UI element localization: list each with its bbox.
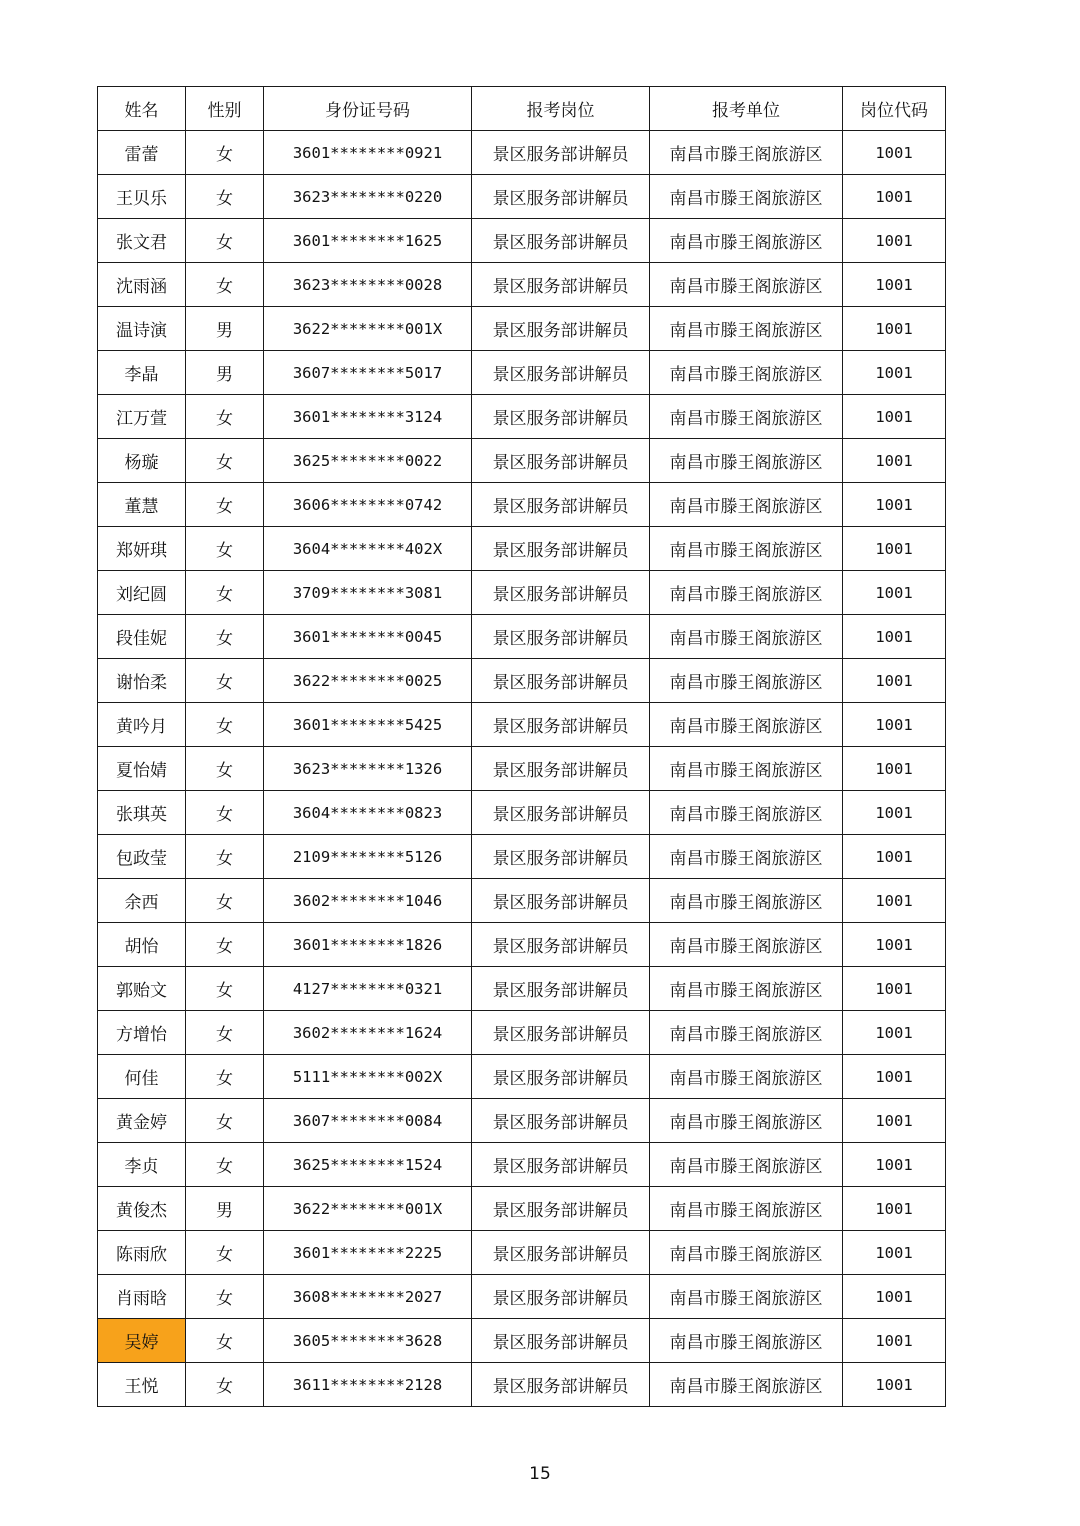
cell-position-code: 1001: [843, 1363, 946, 1407]
cell-unit: 南昌市滕王阁旅游区: [650, 527, 843, 571]
cell-gender: 女: [186, 571, 264, 615]
table-row: [98, 219, 946, 263]
cell-unit: 南昌市滕王阁旅游区: [650, 879, 843, 923]
cell-name: 肖雨晗: [98, 1275, 186, 1319]
cell-name: 余西: [98, 879, 186, 923]
table-row: [98, 439, 946, 483]
cell-gender: 女: [186, 1319, 264, 1363]
table-row: [98, 615, 946, 659]
table-row: [98, 263, 946, 307]
header-name: 姓名: [98, 87, 186, 131]
cell-position-code: 1001: [843, 967, 946, 1011]
cell-unit: 南昌市滕王阁旅游区: [650, 1363, 843, 1407]
cell-name: 董慧: [98, 483, 186, 527]
cell-position: 景区服务部讲解员: [472, 835, 650, 879]
cell-gender: 女: [186, 483, 264, 527]
cell-position: 景区服务部讲解员: [472, 703, 650, 747]
cell-id-number: 3622********001X: [264, 307, 472, 351]
cell-id-number: 3605********3628: [264, 1319, 472, 1363]
cell-unit: 南昌市滕王阁旅游区: [650, 1011, 843, 1055]
cell-id-number: 2109********5126: [264, 835, 472, 879]
cell-name: 黄吟月: [98, 703, 186, 747]
cell-position: 景区服务部讲解员: [472, 439, 650, 483]
cell-position-code: 1001: [843, 1143, 946, 1187]
cell-position-code: 1001: [843, 923, 946, 967]
table-row: [98, 1363, 946, 1407]
cell-position-code: 1001: [843, 131, 946, 175]
table-row: [98, 835, 946, 879]
cell-position-code: 1001: [843, 835, 946, 879]
cell-position-code: 1001: [843, 483, 946, 527]
cell-position: 景区服务部讲解员: [472, 1143, 650, 1187]
cell-position-code: 1001: [843, 615, 946, 659]
table-row: [98, 879, 946, 923]
cell-gender: 女: [186, 1363, 264, 1407]
cell-position: 景区服务部讲解员: [472, 615, 650, 659]
table-body: [98, 131, 946, 1407]
cell-name: 包政莹: [98, 835, 186, 879]
cell-unit: 南昌市滕王阁旅游区: [650, 1143, 843, 1187]
cell-position-code: 1001: [843, 659, 946, 703]
cell-position-code: 1001: [843, 439, 946, 483]
cell-position-code: 1001: [843, 571, 946, 615]
cell-unit: 南昌市滕王阁旅游区: [650, 967, 843, 1011]
cell-position: 景区服务部讲解员: [472, 1099, 650, 1143]
cell-id-number: 3622********001X: [264, 1187, 472, 1231]
cell-id-number: 3625********1524: [264, 1143, 472, 1187]
table-row: [98, 1275, 946, 1319]
cell-gender: 女: [186, 175, 264, 219]
cell-gender: 女: [186, 1011, 264, 1055]
cell-unit: 南昌市滕王阁旅游区: [650, 1319, 843, 1363]
header-position-code: 岗位代码: [843, 87, 946, 131]
cell-gender: 女: [186, 1231, 264, 1275]
cell-id-number: 3622********0025: [264, 659, 472, 703]
cell-id-number: 3601********1826: [264, 923, 472, 967]
cell-gender: 男: [186, 307, 264, 351]
cell-position: 景区服务部讲解员: [472, 175, 650, 219]
cell-position: 景区服务部讲解员: [472, 307, 650, 351]
cell-id-number: 3601********0921: [264, 131, 472, 175]
table-row: [98, 131, 946, 175]
cell-unit: 南昌市滕王阁旅游区: [650, 615, 843, 659]
cell-name: 段佳妮: [98, 615, 186, 659]
cell-position: 景区服务部讲解员: [472, 1363, 650, 1407]
table-row: [98, 1231, 946, 1275]
cell-position-code: 1001: [843, 307, 946, 351]
table-row: [98, 1099, 946, 1143]
cell-unit: 南昌市滕王阁旅游区: [650, 835, 843, 879]
cell-id-number: 3602********1624: [264, 1011, 472, 1055]
cell-gender: 女: [186, 1143, 264, 1187]
header-position: 报考岗位: [472, 87, 650, 131]
cell-name: 郭贻文: [98, 967, 186, 1011]
cell-unit: 南昌市滕王阁旅游区: [650, 263, 843, 307]
cell-id-number: 3601********5425: [264, 703, 472, 747]
cell-unit: 南昌市滕王阁旅游区: [650, 483, 843, 527]
cell-id-number: 3601********2225: [264, 1231, 472, 1275]
cell-name: 陈雨欣: [98, 1231, 186, 1275]
cell-name: 张文君: [98, 219, 186, 263]
cell-position: 景区服务部讲解员: [472, 1231, 650, 1275]
cell-gender: 女: [186, 615, 264, 659]
table-row: [98, 1011, 946, 1055]
cell-id-number: 3611********2128: [264, 1363, 472, 1407]
cell-position: 景区服务部讲解员: [472, 923, 650, 967]
cell-name: 刘纪圆: [98, 571, 186, 615]
cell-name: 张琪英: [98, 791, 186, 835]
cell-id-number: 3604********402X: [264, 527, 472, 571]
cell-name: 夏怡婧: [98, 747, 186, 791]
table-row: [98, 175, 946, 219]
candidate-table: [97, 86, 946, 1407]
cell-gender: 男: [186, 351, 264, 395]
cell-gender: 女: [186, 703, 264, 747]
cell-position-code: 1001: [843, 791, 946, 835]
table-row: [98, 1187, 946, 1231]
cell-id-number: 4127********0321: [264, 967, 472, 1011]
cell-name: 黄金婷: [98, 1099, 186, 1143]
table-row: [98, 791, 946, 835]
cell-unit: 南昌市滕王阁旅游区: [650, 307, 843, 351]
cell-position-code: 1001: [843, 395, 946, 439]
header-unit: 报考单位: [650, 87, 843, 131]
cell-id-number: 3623********0220: [264, 175, 472, 219]
cell-name: 江万萱: [98, 395, 186, 439]
table-row: [98, 527, 946, 571]
cell-position-code: 1001: [843, 1099, 946, 1143]
cell-position-code: 1001: [843, 263, 946, 307]
cell-name: 吴婷: [98, 1319, 186, 1363]
cell-position: 景区服务部讲解员: [472, 395, 650, 439]
table-row: [98, 571, 946, 615]
cell-position-code: 1001: [843, 1011, 946, 1055]
cell-unit: 南昌市滕王阁旅游区: [650, 1275, 843, 1319]
cell-unit: 南昌市滕王阁旅游区: [650, 1099, 843, 1143]
cell-id-number: 5111********002X: [264, 1055, 472, 1099]
cell-gender: 女: [186, 791, 264, 835]
table-row: [98, 1143, 946, 1187]
cell-gender: 女: [186, 1275, 264, 1319]
cell-position-code: 1001: [843, 351, 946, 395]
cell-id-number: 3625********0022: [264, 439, 472, 483]
cell-name: 雷蕾: [98, 131, 186, 175]
table-row: [98, 659, 946, 703]
cell-position: 景区服务部讲解员: [472, 879, 650, 923]
cell-name: 何佳: [98, 1055, 186, 1099]
cell-gender: 女: [186, 1099, 264, 1143]
cell-id-number: 3607********0084: [264, 1099, 472, 1143]
cell-position: 景区服务部讲解员: [472, 967, 650, 1011]
cell-position-code: 1001: [843, 1275, 946, 1319]
cell-name: 温诗演: [98, 307, 186, 351]
cell-id-number: 3604********0823: [264, 791, 472, 835]
cell-unit: 南昌市滕王阁旅游区: [650, 175, 843, 219]
table-row: [98, 307, 946, 351]
cell-unit: 南昌市滕王阁旅游区: [650, 439, 843, 483]
cell-name: 郑妍琪: [98, 527, 186, 571]
cell-id-number: 3608********2027: [264, 1275, 472, 1319]
cell-position-code: 1001: [843, 527, 946, 571]
cell-position-code: 1001: [843, 175, 946, 219]
cell-position: 景区服务部讲解员: [472, 351, 650, 395]
cell-unit: 南昌市滕王阁旅游区: [650, 571, 843, 615]
cell-id-number: 3606********0742: [264, 483, 472, 527]
cell-id-number: 3709********3081: [264, 571, 472, 615]
cell-position-code: 1001: [843, 879, 946, 923]
cell-position: 景区服务部讲解员: [472, 1055, 650, 1099]
cell-gender: 女: [186, 439, 264, 483]
cell-gender: 女: [186, 747, 264, 791]
cell-id-number: 3602********1046: [264, 879, 472, 923]
cell-id-number: 3601********0045: [264, 615, 472, 659]
table-header-row: [98, 87, 946, 131]
table-row: [98, 351, 946, 395]
cell-position-code: 1001: [843, 747, 946, 791]
cell-unit: 南昌市滕王阁旅游区: [650, 703, 843, 747]
cell-position-code: 1001: [843, 1231, 946, 1275]
cell-name: 王贝乐: [98, 175, 186, 219]
cell-unit: 南昌市滕王阁旅游区: [650, 1055, 843, 1099]
cell-unit: 南昌市滕王阁旅游区: [650, 1187, 843, 1231]
cell-gender: 女: [186, 395, 264, 439]
cell-position-code: 1001: [843, 219, 946, 263]
table-row: [98, 1319, 946, 1363]
page-number: 15: [529, 1464, 551, 1484]
cell-position: 景区服务部讲解员: [472, 263, 650, 307]
cell-position: 景区服务部讲解员: [472, 1187, 650, 1231]
header-id-number: 身份证号码: [264, 87, 472, 131]
cell-name: 谢怡柔: [98, 659, 186, 703]
cell-position: 景区服务部讲解员: [472, 747, 650, 791]
cell-position: 景区服务部讲解员: [472, 659, 650, 703]
cell-gender: 女: [186, 879, 264, 923]
cell-gender: 女: [186, 923, 264, 967]
cell-gender: 女: [186, 1055, 264, 1099]
cell-position: 景区服务部讲解员: [472, 219, 650, 263]
cell-id-number: 3623********0028: [264, 263, 472, 307]
cell-id-number: 3607********5017: [264, 351, 472, 395]
cell-unit: 南昌市滕王阁旅游区: [650, 747, 843, 791]
cell-name: 黄俊杰: [98, 1187, 186, 1231]
cell-gender: 女: [186, 131, 264, 175]
cell-name: 杨璇: [98, 439, 186, 483]
cell-unit: 南昌市滕王阁旅游区: [650, 1231, 843, 1275]
cell-position: 景区服务部讲解员: [472, 1275, 650, 1319]
table-row: [98, 747, 946, 791]
table-row: [98, 1055, 946, 1099]
cell-name: 李贞: [98, 1143, 186, 1187]
cell-unit: 南昌市滕王阁旅游区: [650, 219, 843, 263]
cell-gender: 女: [186, 527, 264, 571]
cell-position: 景区服务部讲解员: [472, 527, 650, 571]
table-row: [98, 967, 946, 1011]
cell-position-code: 1001: [843, 703, 946, 747]
table-row: [98, 923, 946, 967]
cell-position: 景区服务部讲解员: [472, 791, 650, 835]
cell-name: 方增怡: [98, 1011, 186, 1055]
cell-name: 王悦: [98, 1363, 186, 1407]
cell-gender: 女: [186, 219, 264, 263]
cell-position: 景区服务部讲解员: [472, 1011, 650, 1055]
cell-name: 胡怡: [98, 923, 186, 967]
cell-unit: 南昌市滕王阁旅游区: [650, 923, 843, 967]
cell-id-number: 3601********1625: [264, 219, 472, 263]
cell-position: 景区服务部讲解员: [472, 1319, 650, 1363]
cell-gender: 女: [186, 967, 264, 1011]
cell-id-number: 3623********1326: [264, 747, 472, 791]
cell-name: 沈雨涵: [98, 263, 186, 307]
header-gender: 性别: [186, 87, 264, 131]
cell-unit: 南昌市滕王阁旅游区: [650, 131, 843, 175]
cell-unit: 南昌市滕王阁旅游区: [650, 791, 843, 835]
cell-gender: 女: [186, 263, 264, 307]
cell-id-number: 3601********3124: [264, 395, 472, 439]
cell-gender: 女: [186, 835, 264, 879]
cell-gender: 男: [186, 1187, 264, 1231]
cell-unit: 南昌市滕王阁旅游区: [650, 659, 843, 703]
cell-unit: 南昌市滕王阁旅游区: [650, 351, 843, 395]
table-row: [98, 483, 946, 527]
cell-position-code: 1001: [843, 1319, 946, 1363]
cell-gender: 女: [186, 659, 264, 703]
cell-name: 李晶: [98, 351, 186, 395]
table-row: [98, 395, 946, 439]
cell-position: 景区服务部讲解员: [472, 483, 650, 527]
cell-position: 景区服务部讲解员: [472, 571, 650, 615]
cell-position: 景区服务部讲解员: [472, 131, 650, 175]
cell-unit: 南昌市滕王阁旅游区: [650, 395, 843, 439]
cell-position-code: 1001: [843, 1187, 946, 1231]
table-row: [98, 703, 946, 747]
cell-position-code: 1001: [843, 1055, 946, 1099]
